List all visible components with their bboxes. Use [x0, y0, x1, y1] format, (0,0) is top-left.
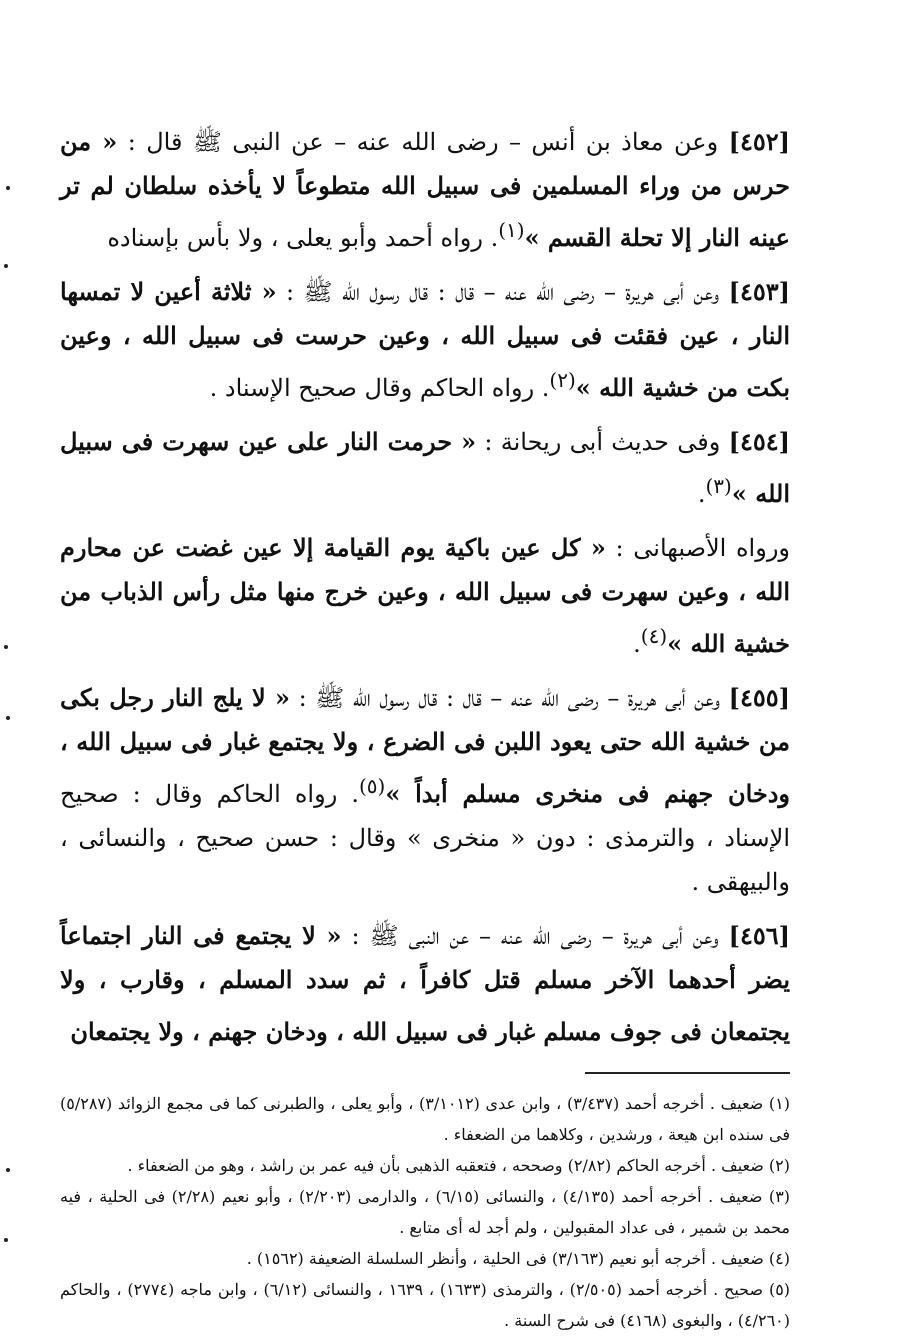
hadith-number: [٤٥٥] [728, 683, 790, 712]
footnote-ref: (٣) [705, 474, 732, 498]
hadith-text: « لا يجتمع فى النار اجتماعاً يضر أحدهما الآخر مسلم قتل كافراً ، ثم سدد المسلم ، وقارب ، ولا يجتمعان فى جوف مسلم غبار فى سبيل الله ، ودخان جهنم ، ولا يجتمعان [60, 921, 790, 1046]
hadith-text: « ثلاثة أعين لا تمسها النار ، عين فقئت فى سبيل الله ، وعين حرست فى سبيل الله ، وعين بكت من خشية الله » [60, 277, 790, 402]
hadith-text: « كل عين باكية يوم القيامة إلا عين غضت عن محارم الله ، وعين سهرت فى سبيل الله ، وعين خرج منها مثل رأس الذباب من خشية الله » [60, 533, 790, 658]
footnote-ref: (٢) [549, 368, 576, 392]
hadith-text: « من حرس من وراء المسلمين فى سبيل الله متطوعاً لا يأخذه سلطان لم تر عينه النار إلا تحلة القسم » [60, 127, 790, 252]
scan-mark [4, 264, 8, 268]
hadith-number: [٤٥٣] [728, 277, 790, 306]
footnote-ref: (٤) [640, 624, 668, 648]
footnote-separator [585, 1072, 790, 1074]
scan-mark [6, 1168, 10, 1172]
hadith-lead: وعن معاذ بن أنس – رضى الله عنه – عن النبى ﷺ قال : [117, 128, 729, 156]
footnote-ref: (١) [498, 218, 525, 242]
hadith-paragraph [60, 120, 790, 260]
footnote-ref: (٥) [358, 774, 386, 798]
hadith-number: [٤٥٢] [728, 127, 791, 156]
hadith-paragraph [60, 420, 790, 516]
hadith-tail: . [697, 480, 706, 508]
hadith-lead: وفى حديث أبى ريحانة : [476, 428, 729, 456]
scan-mark [6, 716, 10, 720]
paragraphs [60, 120, 790, 1054]
hadith-number: [٤٥٦] [728, 921, 790, 950]
scan-mark [4, 645, 8, 649]
hadith-text: « لا يلج النار رجل بكى من خشية الله حتى يعود اللبن فى الضرع ، ولا يجتمع غبار فى سبيل الله ، ودخان جهنم فى منخرى مسلم أبداً » [60, 683, 790, 808]
footnotes [60, 1088, 790, 1336]
footnote: (٤) ضعيف . أخرجه أبو نعيم (٣/١٦٣) فى الحلية ، وأنظر السلسلة الضعيفة (١٥٦٢) . [246, 1249, 790, 1268]
hadith-paragraph [60, 914, 790, 1054]
scan-mark [4, 1238, 8, 1242]
hadith-lead: وعن أبى هريرة – رضى الله عنه – قال : قال رسول الله ﷺ : [290, 684, 729, 712]
footnote: (٥) صحيح . أخرجه أحمد (٢/٥٠٥) ، والترمذى (١٦٣٣) ، ١٦٣٩ ، والنسائى (٦/١٢) ، وابن ماجه (٢٧٧٤) ، والحاكم (٤/٢٦٠) ، والبغوى (٤١٦٨) فى شرح السنة . [60, 1280, 791, 1330]
scan-mark [6, 186, 10, 190]
footnote: (٢) ضعيف . أخرجه الحاكم (٢/٨٢) وصححه ، فتعقبه الذهبى بأن فيه عمر بن راشد ، وهو من الضعفاء . [127, 1156, 790, 1175]
hadith-lead: وعن أبى هريرة – رضى الله عنه – عن النبى ﷺ : [341, 922, 729, 950]
footnote: (١) ضعيف . أخرجه أحمد (٣/٤٣٧) ، وابن عدى (٣/١٠١٢) ، وأبو يعلى ، والطبرنى كما فى مجمع الزوائد (٥/٢٨٧) فى سنده ابن هيعة ، ورشدين ، وكلاهما من الضعفاء . [60, 1094, 791, 1144]
hadith-paragraph [60, 676, 790, 904]
hadith-lead: ورواه الأصبهانى : [605, 534, 790, 562]
hadith-tail: . [633, 630, 641, 658]
footnote: (٣) ضعيف . أخرجه أحمد (٤/١٣٥) ، والنسائى (٦/١٥) ، والدارمى (٢/٢٠٣) ، وأبو نعيم (٢/٢٨) فى الحلية ، فيه محمد بن شمير ، فى عداد المقبولين ، ولم أجد له أى متابع . [60, 1187, 791, 1237]
hadith-tail: . رواه الحاكم وقال صحيح الإسناد . [209, 374, 550, 402]
hadith-paragraph [60, 526, 790, 666]
hadith-tail: . رواه أحمد وأبو يعلى ، ولا بأس بإسناده [107, 224, 499, 252]
hadith-paragraph [60, 270, 790, 410]
hadith-lead: وعن أبى هريرة – رضى الله عنه – قال : قال رسول الله ﷺ : [276, 278, 729, 306]
hadith-text: « حرمت النار على عين سهرت فى سبيل الله » [60, 427, 790, 508]
hadith-tail: . رواه الحاكم وقال : صحيح الإسناد ، والترمذى : دون « منخرى » وقال : حسن صحيح ، والنسائى ، والبيهقى . [60, 780, 790, 896]
hadith-number: [٤٥٤] [728, 427, 791, 456]
page-body [60, 120, 790, 1336]
